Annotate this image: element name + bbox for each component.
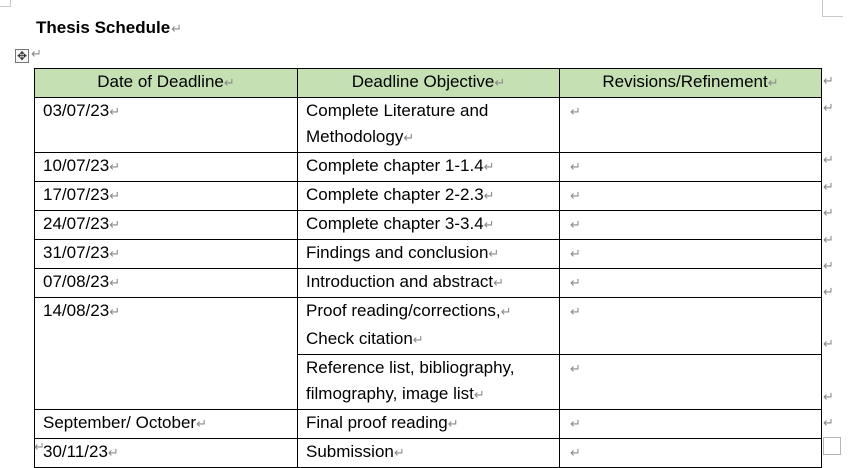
schedule-table[interactable] (34, 68, 822, 468)
date-cell[interactable]: 17/07/23↵ (35, 182, 298, 211)
table-row (35, 98, 822, 153)
end-of-row-mark-icon: ↵ (823, 285, 834, 300)
end-of-row-mark-icon: ↵ (823, 206, 834, 221)
revision-cell[interactable]: ↵ (560, 240, 822, 269)
end-of-row-mark-icon: ↵ (823, 259, 834, 274)
end-of-row-mark-icon: ↵ (823, 153, 834, 168)
page-corner-mark-top-right (822, 0, 843, 17)
header-revisions-refinement[interactable]: Revisions/Refinement↵ (560, 69, 822, 98)
date-cell[interactable]: 10/07/23↵ (35, 153, 298, 182)
table-resize-handle[interactable] (823, 437, 841, 455)
date-cell[interactable]: September/ October↵ (35, 410, 298, 439)
objective-cell[interactable]: Complete chapter 1-1.4↵ (298, 153, 560, 182)
revision-cell[interactable]: ↵ (560, 439, 822, 468)
table-row (35, 211, 822, 240)
document-title[interactable] (36, 18, 182, 38)
date-cell[interactable]: 31/07/23↵ (35, 240, 298, 269)
objective-cell[interactable]: Proof reading/corrections,↵ Check citation↵ (298, 298, 560, 355)
date-cell[interactable]: 24/07/23↵ (35, 211, 298, 240)
date-cell[interactable]: 07/08/23↵ (35, 269, 298, 298)
revision-cell[interactable]: ↵ (560, 298, 822, 355)
end-of-row-mark-icon: ↵ (823, 233, 834, 248)
header-date-of-deadline[interactable]: Date of Deadline↵ (35, 69, 298, 98)
title-text: Thesis Schedule (36, 18, 171, 37)
objective-cell[interactable]: Complete chapter 3-3.4↵ (298, 211, 560, 240)
table-row (35, 240, 822, 269)
paragraph-mark-icon: ↵ (34, 440, 45, 455)
objective-cell[interactable]: Complete chapter 2-2.3↵ (298, 182, 560, 211)
paragraph-mark-icon: ↵ (31, 47, 42, 62)
revision-cell[interactable]: ↵ (560, 153, 822, 182)
date-cell[interactable]: 30/11/23↵ (35, 439, 298, 468)
objective-cell[interactable]: Submission↵ (298, 439, 560, 468)
paragraph-mark-icon: ↵ (171, 22, 183, 37)
revision-cell[interactable]: ↵ (560, 269, 822, 298)
revision-cell[interactable]: ↵ (560, 98, 822, 153)
table-row (35, 269, 822, 298)
header-deadline-objective[interactable]: Deadline Objective↵ (298, 69, 560, 98)
end-of-row-mark-icon: ↵ (823, 101, 834, 116)
end-of-row-mark-icon: ↵ (823, 390, 834, 405)
table-move-handle-icon[interactable]: ✥ (16, 49, 28, 63)
end-of-row-mark-icon: ↵ (823, 180, 834, 195)
end-of-row-mark-icon: ↵ (823, 74, 834, 89)
objective-cell[interactable]: Complete Literature and Methodology↵ (298, 98, 560, 153)
objective-cell[interactable]: Findings and conclusion↵ (298, 240, 560, 269)
table-row (35, 182, 822, 211)
table-row (35, 153, 822, 182)
revision-cell[interactable]: ↵ (560, 410, 822, 439)
page-corner-mark-top-left (0, 0, 11, 7)
revision-cell[interactable]: ↵ (560, 182, 822, 211)
end-of-row-mark-icon: ↵ (823, 416, 834, 431)
objective-cell[interactable]: Reference list, bibliography, filmography, image list↵ (298, 355, 560, 410)
objective-cell[interactable]: Final proof reading↵ (298, 410, 560, 439)
table-row (35, 410, 822, 439)
end-of-row-mark-icon: ↵ (823, 337, 834, 352)
objective-cell[interactable]: Introduction and abstract↵ (298, 269, 560, 298)
revision-cell[interactable]: ↵ (560, 355, 822, 410)
table-row (35, 298, 822, 355)
table-row (35, 439, 822, 468)
revision-cell[interactable]: ↵ (560, 211, 822, 240)
date-cell[interactable]: 14/08/23↵ (35, 298, 298, 410)
table-header-row (35, 69, 822, 98)
date-cell[interactable]: 03/07/23↵ (35, 98, 298, 153)
